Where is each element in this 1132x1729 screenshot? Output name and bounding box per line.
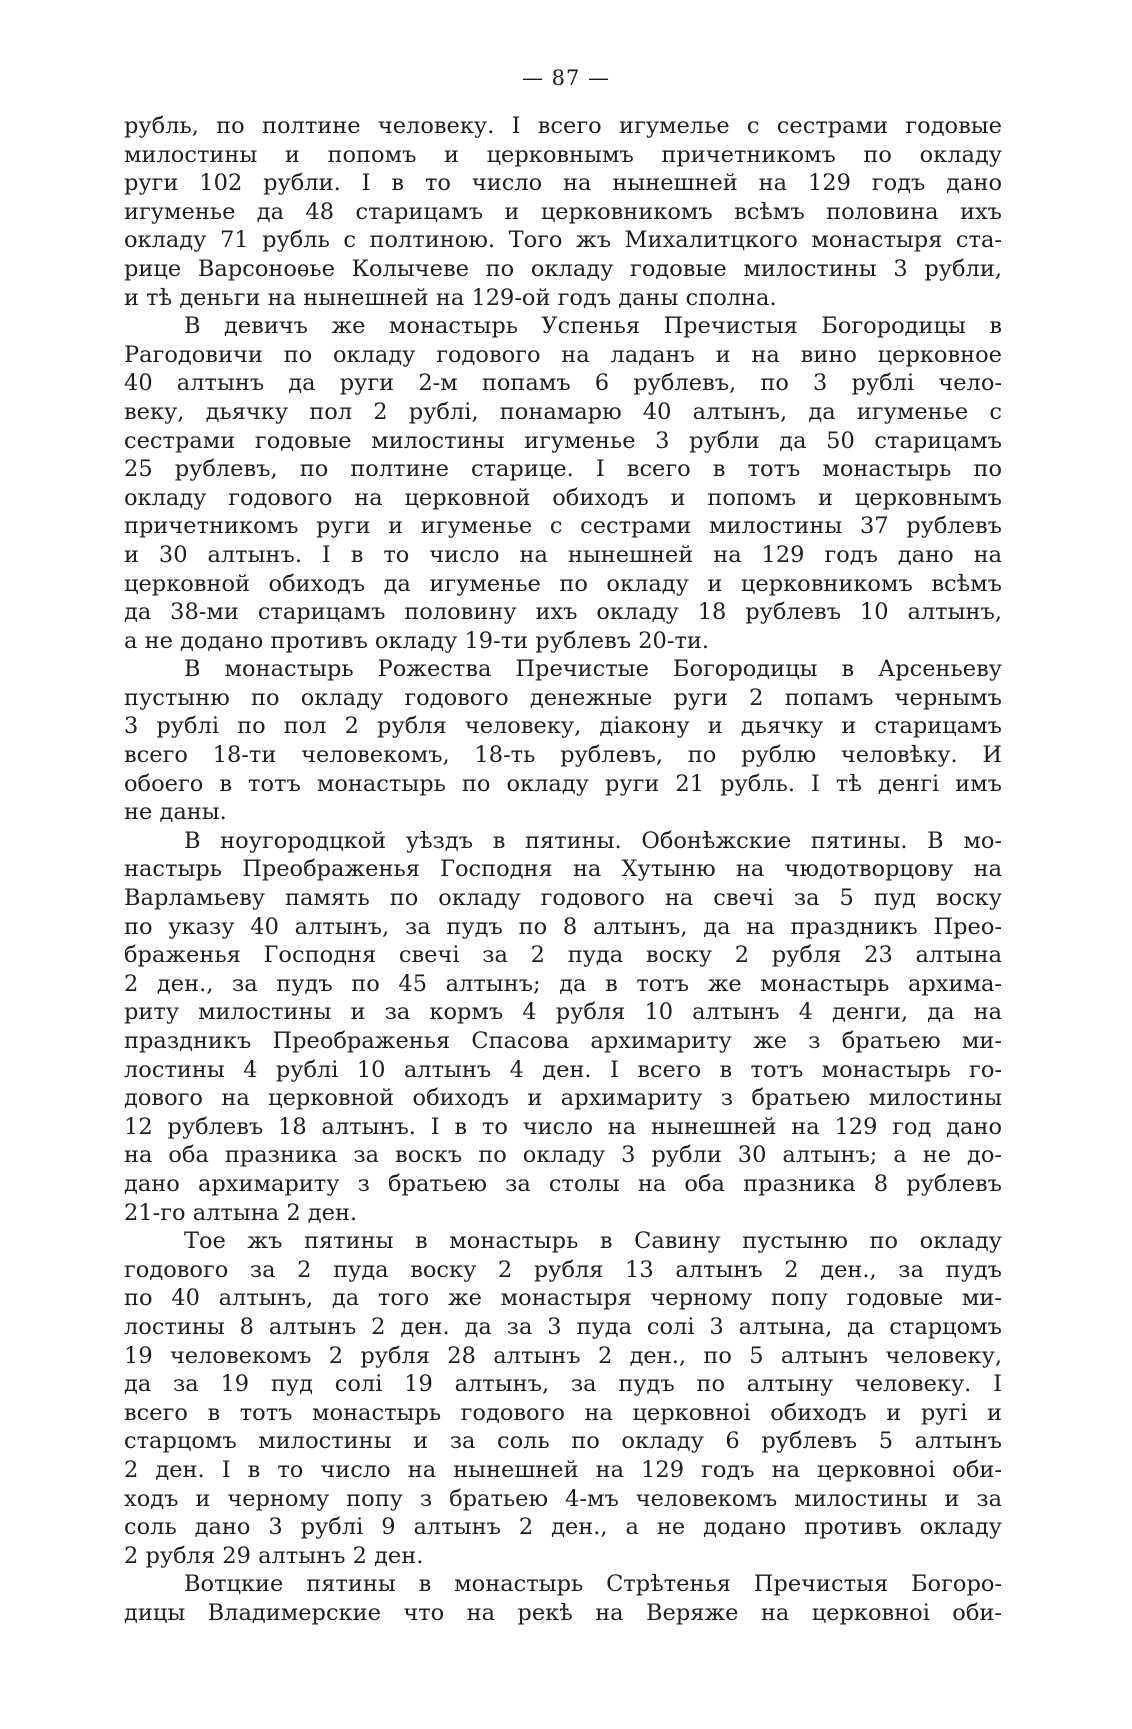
text-line: и 30 алтынъ. І в то число на нынешней на 129 годъ дано на	[124, 541, 1002, 568]
text-line: 2 рубля 29 алтынъ 2 ден.	[124, 1542, 424, 1569]
body-text	[124, 112, 1002, 1627]
text-line: на оба празника за воскъ по окладу 3 рубли 30 алтынъ; а не до-	[124, 1142, 1002, 1169]
text-line: соль дано 3 рублі 9 алтынъ 2 ден., а не додано противъ окладу	[124, 1514, 1002, 1541]
page-number: — 87 —	[521, 66, 611, 90]
text-line: Варламьеву память по окладу годового на свечі за 5 пуд воску	[124, 885, 1002, 912]
text-line: В девичъ же монастырь Успенья Пречистыя Богородицы в	[184, 313, 1002, 340]
paragraph	[124, 827, 1002, 1227]
text-line: Тое жъ пятины в монастырь в Савину пустыню по окладу	[184, 1228, 1002, 1255]
text-line: лостины 4 рублі 10 алтынъ 4 ден. І всего в тотъ монастырь го-	[124, 1056, 1002, 1083]
text-line: 25 рублевъ, по полтине старице. І всего в тотъ монастырь по	[124, 456, 1002, 483]
text-line: сестрами годовые милостины игуменье 3 рубли да 50 старицамъ	[124, 427, 1002, 454]
text-line: настырь Преображенья Господня на Хутыню на чюдотворцову на	[124, 856, 1002, 883]
text-line: ходъ и черному попу з братьею 4-мъ человекомъ милостины и за	[124, 1485, 1002, 1512]
text-line: 40 алтынъ да руги 2-м попамъ 6 рублевъ, по 3 рублі чело-	[124, 370, 1002, 397]
text-line: годового за 2 пуда воску 2 рубля 13 алтынъ 2 ден., за пудъ	[124, 1256, 1002, 1283]
text-line: веку, дьячку пол 2 рублі, понамарю 40 алтынъ, да игуменье с	[124, 398, 1002, 425]
text-line: рице Варсоноѳье Колычеве по окладу годовые милостины 3 рубли,	[124, 255, 1002, 282]
paragraph	[124, 1227, 1002, 1570]
text-line: 2 ден., за пудъ по 45 алтынъ; да в тотъ же монастырь архима-	[124, 970, 1002, 997]
text-line: окладу 71 рубль с полтиною. Того жъ Михалитцкого монастыря ста-	[124, 227, 1002, 254]
text-line: и тѣ деньги на нынешней на 129-ой годъ даны сполна.	[124, 284, 777, 311]
paragraph	[124, 112, 1002, 312]
text-line: В монастырь Рожества Пречистые Богородицы в Арсеньеву	[184, 656, 1002, 683]
text-line: дового на церковной обиходъ и архимариту з братьею милостины	[124, 1085, 1002, 1112]
text-line: церковной обиходъ да игуменье по окладу и церковникомъ всѣмъ	[124, 570, 1002, 597]
text-line: праздникъ Преображенья Спасова архимариту же з братьею ми-	[124, 1028, 1002, 1054]
text-line: да 38-ми старицамъ половину ихъ окладу 18 рублевъ 10 алтынъ,	[124, 599, 1002, 626]
text-line: причетникомъ руги и игуменье с сестрами милостины 37 рублевъ	[124, 513, 1002, 540]
text-line: милостины и попомъ и церковнымъ причетникомъ по окладу	[124, 141, 1002, 168]
text-line: 2 ден. І в то число на нынешней на 129 годъ на церковноі оби-	[124, 1456, 1002, 1483]
text-line: Рагодовичи по окладу годового на ладанъ и на вино церковное	[124, 341, 1002, 368]
text-line: браженья Господня свечі за 2 пуда воску 2 рубля 23 алтына	[124, 942, 1002, 969]
text-line: В ноугородцкой уѣздъ в пятины. Обонѣжские пятины. В мо-	[184, 827, 1002, 854]
text-line: да за 19 пуд солі 19 алтынъ, за пудъ по алтыну человеку. І	[124, 1371, 1002, 1398]
text-line: дицы Владимерские что на рекѣ на Веряже на церковноі оби-	[124, 1599, 1002, 1626]
text-line: не даны.	[124, 799, 227, 826]
text-line: по 40 алтынъ, да того же монастыря черному попу годовые ми-	[124, 1285, 1002, 1312]
text-line: лостины 8 алтынъ 2 ден. да за 3 пуда солі 3 алтына, да старцомъ	[124, 1313, 1002, 1340]
text-line: всего в тотъ монастырь годового на церковноі обиходъ и ругі и	[124, 1399, 1002, 1426]
text-line: по указу 40 алтынъ, за пудъ по 8 алтынъ, да на праздникъ Прео-	[124, 913, 1002, 940]
text-line: риту милостины и за кормъ 4 рубля 10 алтынъ 4 денги, да на	[124, 999, 1002, 1026]
paragraph	[124, 1570, 1002, 1627]
text-line: а не додано противъ окладу 19-ти рублевъ 20-ти.	[124, 627, 710, 654]
text-line: всего 18-ти человекомъ, 18-ть рублевъ, по рублю человѣку. И	[124, 742, 1002, 769]
text-line: 3 рублі по пол 2 рубля человеку, діакону и дьячку и старицамъ	[124, 713, 1002, 740]
text-line: рубль, по полтине человеку. І всего игумелье с сестрами годовые	[124, 113, 1002, 139]
text-line: Вотцкие пятины в монастырь Стрѣтенья Пречистыя Богоро-	[184, 1571, 1002, 1598]
text-line: пустыню по окладу годового денежные руги 2 попамъ чернымъ	[124, 684, 1002, 711]
text-line: 21-го алтына 2 ден.	[124, 1199, 358, 1226]
text-line: 12 рублевъ 18 алтынъ. І в то число на нынешней на 129 год дано	[124, 1113, 1002, 1140]
text-line: окладу годового на церковной обиходъ и попомъ и церковнымъ	[124, 484, 1002, 511]
paragraph	[124, 312, 1002, 655]
text-line: старцомъ милостины и за соль по окладу 6 рублевъ 5 алтынъ	[124, 1428, 1002, 1455]
text-line: 19 человекомъ 2 рубля 28 алтынъ 2 ден., по 5 алтынъ человеку,	[124, 1342, 1002, 1369]
paragraph	[124, 655, 1002, 827]
text-line: дано архимариту з братьею за столы на оба празника 8 рублевъ	[124, 1170, 1002, 1197]
text-line: руги 102 рубли. І в то число на нынешней на 129 годъ дано	[124, 170, 1002, 197]
text-line: игуменье да 48 старицамъ и церковникомъ всѣмъ половина ихъ	[124, 198, 1002, 225]
text-line: обоего в тотъ монастырь по окладу руги 21 рубль. І тѣ денгі имъ	[124, 770, 1002, 797]
